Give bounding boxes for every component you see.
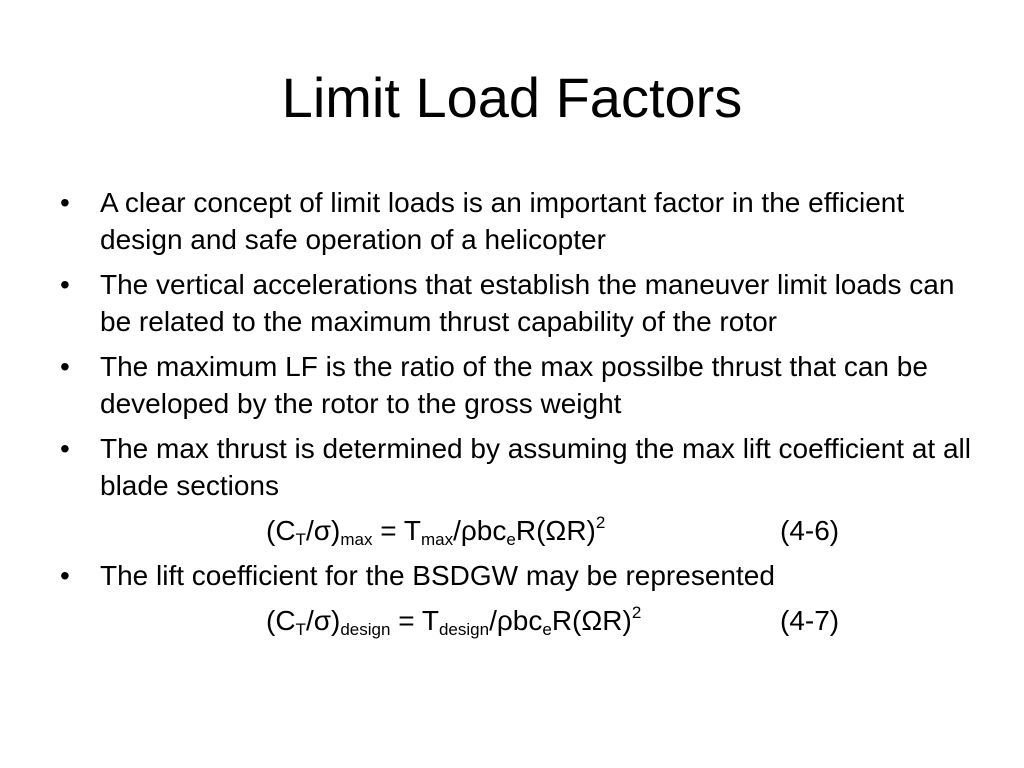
bullet-item: [60, 266, 980, 340]
eq-part: (C: [266, 605, 296, 636]
eq-superscript: 2: [631, 603, 642, 623]
equation-4-6: [60, 512, 980, 549]
equation-expression: [266, 512, 605, 549]
eq-subscript: max: [420, 530, 454, 550]
bullet-item: [60, 430, 980, 504]
eq-part: R(ΩR): [515, 515, 596, 546]
eq-part: /ρbc: [489, 605, 543, 636]
slide-body: [60, 184, 980, 647]
eq-part: /ρbc: [453, 515, 507, 546]
equation-number: (4-6): [780, 515, 840, 546]
bullet-marker: •: [60, 269, 70, 300]
eq-subscript: max: [340, 530, 373, 550]
eq-subscript: design: [438, 620, 490, 640]
eq-subscript: design: [340, 620, 391, 640]
eq-part: (C: [266, 515, 296, 546]
bullet-text: The maximum LF is the ratio of the max possilbe thrust that can be developed by the rotor to the gross weight: [100, 351, 928, 419]
bullet-text: The vertical accelerations that establish the maneuver limit loads can be related to the maximum thrust capability of the rotor: [100, 269, 955, 337]
eq-part: = T: [390, 605, 439, 636]
eq-part: = T: [372, 515, 421, 546]
bullet-marker: •: [60, 560, 70, 591]
equation-4-7: [60, 602, 980, 639]
bullet-item: [60, 348, 980, 422]
equation-expression: [266, 602, 641, 639]
eq-subscript: e: [506, 530, 516, 550]
eq-part: /σ): [305, 515, 341, 546]
eq-part: /σ): [305, 605, 341, 636]
eq-subscript: T: [295, 620, 306, 640]
equation-number: (4-7): [780, 605, 840, 636]
eq-subscript: T: [295, 530, 306, 550]
bullet-marker: •: [60, 433, 70, 464]
slide-title: Limit Load Factors: [281, 66, 743, 129]
bullet-text: The lift coefficient for the BSDGW may be represented: [100, 560, 775, 591]
bullet-item: [60, 557, 980, 594]
bullet-text: A clear concept of limit loads is an important factor in the efficient design and safe operation of a helicopter: [100, 187, 905, 255]
eq-part: R(ΩR): [551, 605, 632, 636]
bullet-marker: •: [60, 351, 70, 382]
bullet-text: The max thrust is determined by assuming the max lift coefficient at all blade sections: [100, 433, 971, 501]
bullet-item: [60, 184, 980, 258]
bullet-marker: •: [60, 187, 70, 218]
eq-superscript: 2: [595, 513, 606, 533]
eq-subscript: e: [542, 620, 552, 640]
